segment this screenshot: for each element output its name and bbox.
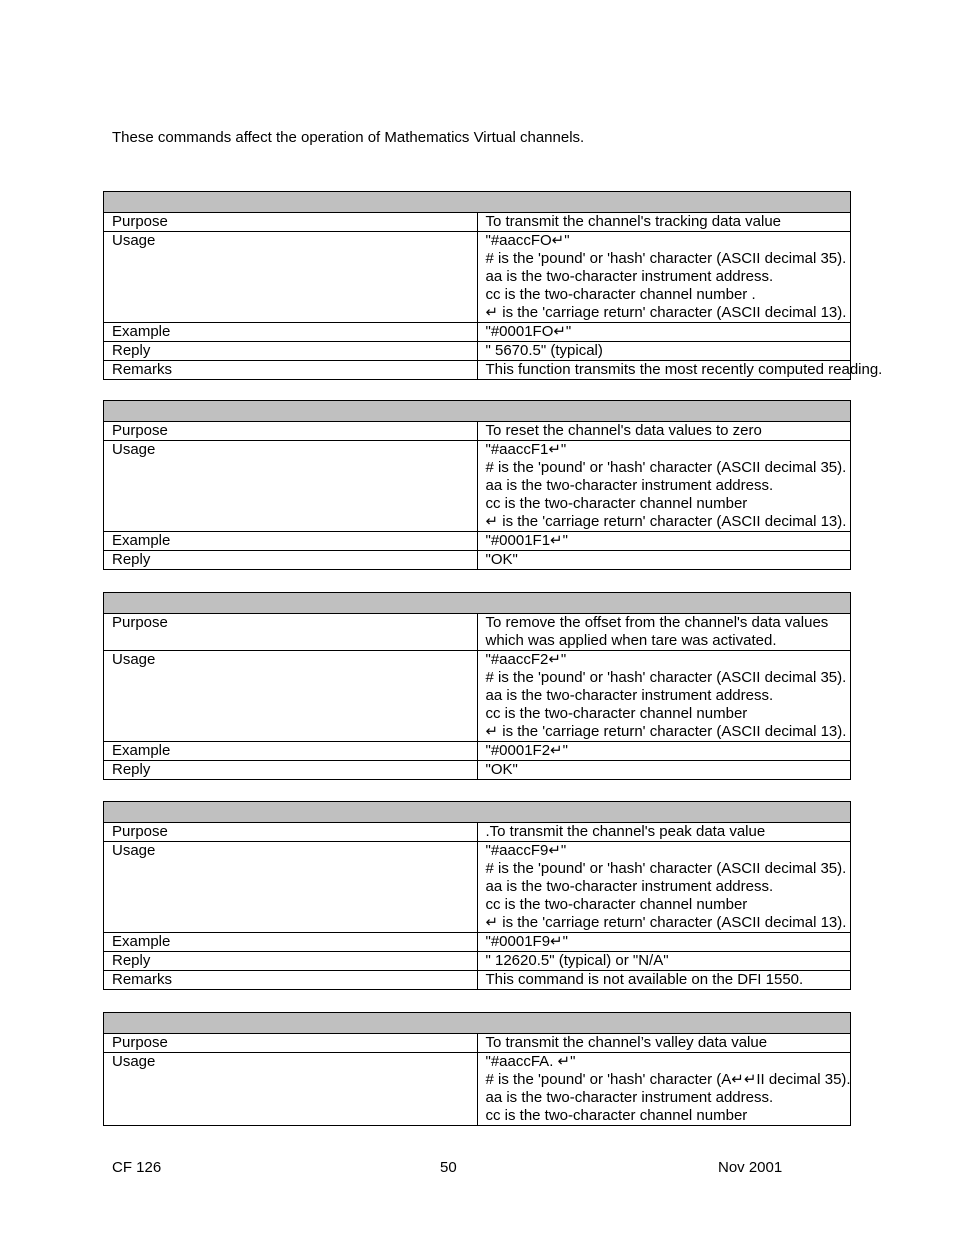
value-line: This command is not available on the DFI 1550.: [485, 971, 804, 988]
value-line: cc is the two-character channel number .: [485, 286, 756, 303]
intro-text: These commands affect the operation of Mathematics Virtual channels.: [112, 129, 585, 146]
command-table: [103, 1012, 851, 1126]
row-value: [477, 342, 851, 361]
row-value: [477, 823, 851, 842]
value-line: To remove the offset from the channel's data values which was applied when tare was activated.: [485, 614, 829, 649]
row-value: [477, 614, 851, 651]
table-header-row: [104, 593, 851, 614]
table-header-row: [104, 401, 851, 422]
value-line: aa is the two-character instrument address.: [485, 687, 774, 704]
value-line: "OK": [485, 761, 518, 778]
row-label: Example: [104, 742, 478, 761]
row-label: Purpose: [104, 213, 478, 232]
value-line: aa is the two-character instrument address.: [485, 477, 774, 494]
value-line: "#aaccFO↵": [485, 232, 570, 249]
value-line: ↵ is the 'carriage return' character (ASCII decimal 13).: [485, 304, 847, 321]
row-value: [477, 761, 851, 780]
table-row: [104, 232, 851, 323]
value-line: "#0001F2↵": [485, 742, 568, 759]
row-label: Reply: [104, 761, 478, 780]
row-value: [477, 323, 851, 342]
value-line: This function transmits the most recently computed reading.: [485, 361, 883, 378]
value-line: To transmit the channel’s valley data value: [485, 1034, 768, 1051]
value-line: # is the 'pound' or 'hash' character (ASCII decimal 35).: [485, 459, 847, 476]
value-line: "#aaccF2↵": [485, 651, 567, 668]
table-header-row: [104, 1013, 851, 1034]
value-line: "#aaccF9↵": [485, 842, 567, 859]
table-row: [104, 551, 851, 570]
table-header-row: [104, 802, 851, 823]
row-value: [477, 232, 851, 323]
value-line: aa is the two-character instrument address.: [485, 1089, 774, 1106]
footer-doc-id: CF 126: [112, 1159, 162, 1176]
row-label: Purpose: [104, 1034, 478, 1053]
value-line: "#0001FO↵": [485, 323, 572, 340]
value-line: "#0001F9↵": [485, 933, 568, 950]
table-row: [104, 323, 851, 342]
table-row: [104, 441, 851, 532]
row-label: Usage: [104, 232, 478, 323]
value-line: cc is the two-character channel number: [485, 705, 748, 722]
row-label: Purpose: [104, 614, 478, 651]
row-value: [477, 1034, 851, 1053]
table-row: [104, 532, 851, 551]
row-label: Example: [104, 532, 478, 551]
row-value: [477, 361, 883, 380]
command-table: [103, 801, 851, 990]
table-row: [104, 952, 851, 971]
row-label: Reply: [104, 952, 478, 971]
value-line: cc is the two-character channel number: [485, 495, 748, 512]
table-row: [104, 761, 851, 780]
table-row: [104, 361, 851, 380]
table-row: [104, 614, 851, 651]
value-line: " 5670.5" (typical): [485, 342, 603, 359]
footer-date: Nov 2001: [718, 1159, 783, 1176]
row-value: [477, 742, 851, 761]
footer-page-number: 50: [440, 1159, 457, 1176]
value-line: ↵ is the 'carriage return' character (ASCII decimal 13).: [485, 914, 847, 931]
row-label: Remarks: [104, 361, 478, 380]
value-line: To reset the channel's data values to zero: [485, 422, 762, 439]
value-line: cc is the two-character channel number: [485, 1107, 748, 1124]
command-table: [103, 592, 851, 780]
value-line: "#aaccFA. ↵": [485, 1053, 576, 1070]
table-row: [104, 933, 851, 952]
table-row: [104, 742, 851, 761]
value-line: # is the 'pound' or 'hash' character (ASCII decimal 35).: [485, 250, 847, 267]
value-line: ↵ is the 'carriage return' character (ASCII decimal 13).: [485, 723, 847, 740]
value-line: To transmit the channel's tracking data value: [485, 213, 782, 230]
row-value: [477, 971, 851, 990]
command-table: [103, 400, 851, 570]
row-label: Example: [104, 323, 478, 342]
table-row: [104, 1053, 851, 1126]
row-value: [477, 532, 851, 551]
table-header-cell: [104, 192, 851, 213]
value-line: " 12620.5" (typical) or "N/A": [485, 952, 669, 969]
table-header-cell: [104, 802, 851, 823]
value-line: ↵ is the 'carriage return' character (ASCII decimal 13).: [485, 513, 847, 530]
table-row: [104, 971, 851, 990]
table-row: [104, 823, 851, 842]
value-line: # is the 'pound' or 'hash' character (ASCII decimal 35).: [485, 860, 847, 877]
row-value: [477, 651, 851, 742]
row-label: Usage: [104, 441, 478, 532]
value-line: "#aaccF1↵": [485, 441, 567, 458]
row-label: Example: [104, 933, 478, 952]
row-label: Purpose: [104, 823, 478, 842]
row-label: Purpose: [104, 422, 478, 441]
row-value: [477, 213, 851, 232]
value-line: cc is the two-character channel number: [485, 896, 748, 913]
table-row: [104, 842, 851, 933]
table-header-cell: [104, 1013, 851, 1034]
row-label: Usage: [104, 842, 478, 933]
table-row: [104, 422, 851, 441]
row-value: [477, 551, 851, 570]
row-value: [477, 842, 851, 933]
row-label: Usage: [104, 651, 478, 742]
row-value: [477, 933, 851, 952]
value-line: # is the 'pound' or 'hash' character (ASCII decimal 35).: [485, 669, 847, 686]
row-label: Reply: [104, 551, 478, 570]
value-line: .To transmit the channel's peak data value: [485, 823, 766, 840]
row-label: Usage: [104, 1053, 478, 1126]
table-header-row: [104, 192, 851, 213]
value-line: aa is the two-character instrument address.: [485, 268, 774, 285]
row-label: Reply: [104, 342, 478, 361]
table-row: [104, 213, 851, 232]
table-row: [104, 651, 851, 742]
row-value: [477, 422, 851, 441]
row-value: [477, 441, 851, 532]
value-line: aa is the two-character instrument address.: [485, 878, 774, 895]
table-row: [104, 1034, 851, 1053]
value-line: # is the 'pound' or 'hash' character (A↵↵II decimal 35).: [485, 1071, 851, 1088]
row-value: [477, 952, 851, 971]
value-line: "#0001F1↵": [485, 532, 568, 549]
table-row: [104, 342, 851, 361]
row-label: Remarks: [104, 971, 478, 990]
table-header-cell: [104, 401, 851, 422]
row-value: [477, 1053, 851, 1126]
table-header-cell: [104, 593, 851, 614]
command-table: [103, 191, 883, 380]
value-line: "OK": [485, 551, 518, 568]
